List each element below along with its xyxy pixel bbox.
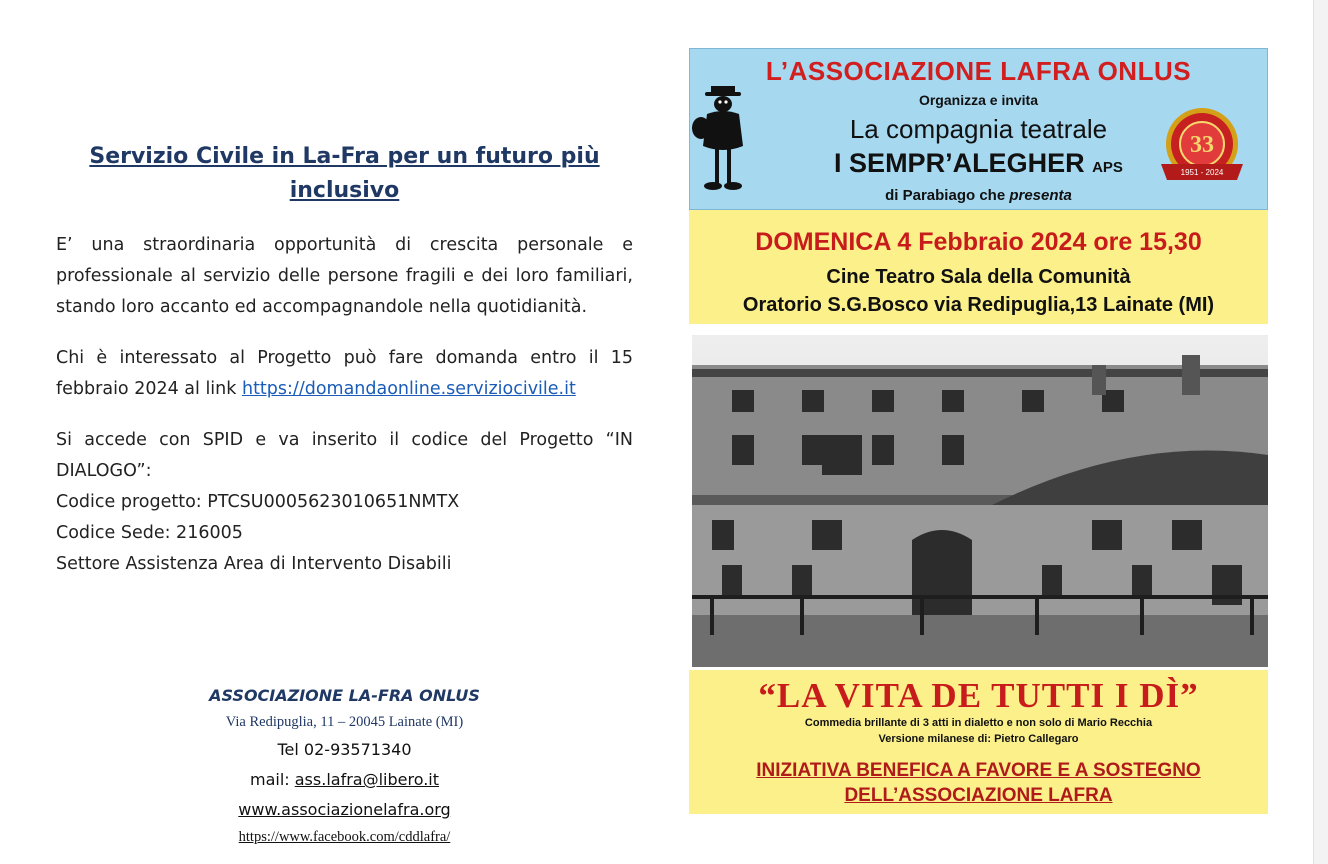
codice-progetto: Codice progetto: PTCSU0005623010651NMTX bbox=[56, 492, 460, 512]
article-paragraph-3: Si accede con SPID e va inserito il codice del Progetto “IN DIALOGO”: bbox=[56, 430, 633, 481]
footer-mail bbox=[56, 765, 633, 795]
anniversary-badge bbox=[1155, 104, 1249, 194]
poster-iniziativa-line-2: DELL’ASSOCIAZIONE LAFRA bbox=[844, 785, 1113, 806]
poster-sempr: I SEMPR’ALEGHER bbox=[834, 148, 1085, 178]
article-paragraph-2 bbox=[56, 343, 633, 405]
footer-mail-link[interactable]: ass.lafra@libero.it bbox=[294, 770, 440, 789]
poster-show-title: “LA VITA DE TUTTI I DÌ” bbox=[758, 676, 1199, 715]
footer-mail-label: mail: bbox=[249, 770, 295, 789]
event-poster bbox=[689, 48, 1268, 814]
poster-compagnia: La compagnia teatrale bbox=[849, 114, 1108, 144]
vertical-scrollbar[interactable] bbox=[1313, 0, 1328, 864]
character-silhouette-icon bbox=[691, 84, 755, 196]
footer-website-link[interactable]: www.associazionelafra.org bbox=[238, 800, 451, 819]
badge-number: 33 bbox=[1190, 132, 1214, 158]
article-paragraph-2-text: Chi è interessato al Progetto può fare domanda entro il 15 febbraio 2024 al link bbox=[56, 348, 633, 399]
poster-iniziativa-line-1: INIZIATIVA BENEFICA A FAVORE E A SOSTEGNO bbox=[756, 760, 1201, 781]
article-title: Servizio Civile in La-Fra per un futuro più inclusivo bbox=[89, 144, 600, 203]
poster-association: L’ASSOCIAZIONE LAFRA ONLUS bbox=[765, 56, 1192, 86]
domanda-online-link[interactable]: https://domandaonline.serviziocivile.it bbox=[241, 379, 576, 399]
poster-date: DOMENICA 4 Febbraio 2024 ore 15,30 bbox=[755, 228, 1202, 256]
footer-facebook-link[interactable]: https://www.facebook.com/cddlafra/ bbox=[238, 829, 451, 845]
building-photo bbox=[692, 335, 1268, 667]
poster-presenta: presenta bbox=[1009, 187, 1072, 204]
article-paragraph-1: E’ una straordinaria opportunità di crescita personale e professionale al servizio delle persone fragili e dei loro familiari, stando loro accanto ed accompagnandole nella quotidianità. bbox=[56, 235, 633, 317]
footer-association-name: ASSOCIAZIONE LA-FRA ONLUS bbox=[209, 686, 480, 705]
poster-versione: Versione milanese di: Pietro Callegaro bbox=[878, 733, 1079, 745]
badge-years: 1951 - 2024 bbox=[1180, 168, 1224, 177]
poster-parabiago: di Parabiago che bbox=[885, 187, 1006, 204]
poster-organizza: Organizza e invita bbox=[918, 92, 1039, 108]
contact-footer bbox=[56, 683, 633, 850]
poster-venue: Cine Teatro Sala della Comunità bbox=[826, 266, 1131, 288]
poster-venue-address: Oratorio S.G.Bosco via Redipuglia,13 Lainate (MI) bbox=[742, 294, 1215, 316]
poster-aps: APS bbox=[1092, 159, 1123, 176]
codice-sede: Codice Sede: 216005 bbox=[56, 523, 243, 543]
footer-address: Via Redipuglia, 11 – 20045 Lainate (MI) bbox=[225, 714, 464, 730]
footer-telephone: Tel 02-93571340 bbox=[277, 740, 412, 759]
settore: Settore Assistenza Area di Intervento Disabili bbox=[56, 554, 452, 574]
article bbox=[56, 140, 633, 580]
poster-commedia: Commedia brillante di 3 atti in dialetto e non solo di Mario Recchia bbox=[804, 717, 1153, 729]
